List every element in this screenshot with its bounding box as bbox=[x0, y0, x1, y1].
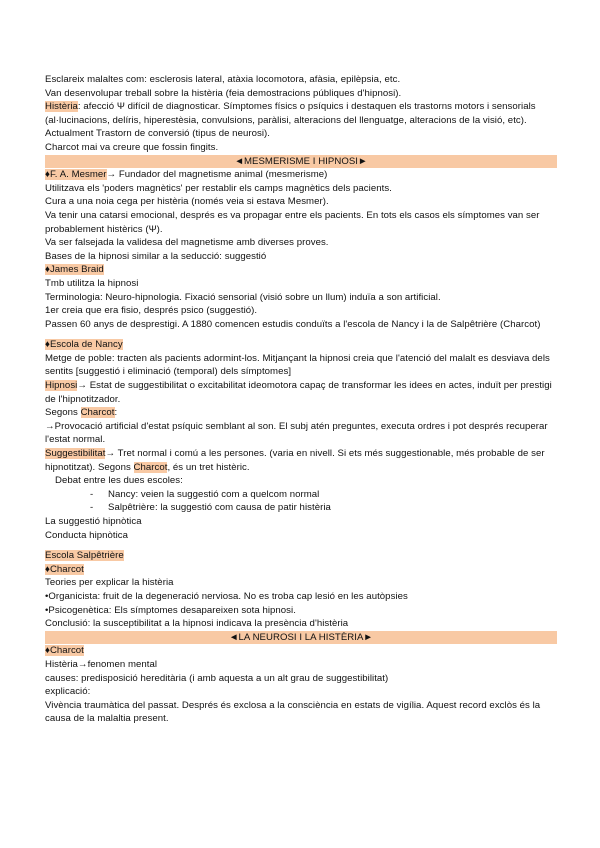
mesmer-name-highlight bbox=[45, 169, 107, 180]
document-page bbox=[45, 73, 557, 726]
salpetriere-line-2: •Organicista: fruit de la degeneració nerviosa. No es troba cap lesió en les autòpsies bbox=[45, 590, 408, 602]
nancy-line-1: Metge de poble: tracten als pacients adormint-los. Mitjançant la hipnosi creia que l'atenció del malalt es desviava dels sentits [suggestió i eliminació (temporal) dels símptomes] bbox=[45, 352, 550, 378]
dash-bullet-icon: - bbox=[90, 488, 94, 500]
spacer bbox=[45, 331, 557, 338]
neurosi-line-1: Histèria→fenomen mental bbox=[45, 658, 158, 670]
diamond-bullet-icon: ♦ bbox=[45, 169, 50, 181]
spacer bbox=[45, 542, 557, 549]
suggestibilitat-text-a: → Tret normal i comú a les persones. (varia en nivell. Si ets més suggestionable, més probable de ser hipnotitzat). Segons bbox=[45, 448, 545, 473]
segons-label: Segons bbox=[45, 407, 81, 419]
colon: : bbox=[114, 407, 118, 419]
suggestibilitat-text-b: , és un tret histèric. bbox=[167, 461, 250, 473]
mesmer-line-3: Va tenir una catarsi emocional, després es va propagar entre els pacients. En tots els casos els símptomes van ser probablement histèrics (Ψ). bbox=[45, 209, 540, 235]
hipnosi-term: Hipnosi bbox=[45, 380, 78, 392]
dash-bullet-icon: - bbox=[90, 502, 94, 514]
histeria-definition-text: : afecció Ψ difícil de diagnosticar. Símptomes físics o psíquics i destaquen els trastorns motors i sensorials (al·lucinacions, delíris, hiperestèsia, convulsions, paràlisi, alteracions del llenguatge, alteracions de la visió, etc). Actualment Trastorn de conversió (tipus de neurosi). bbox=[45, 101, 536, 140]
salpetriere-line-1: Teories per explicar la histèria bbox=[45, 577, 174, 589]
mesmer-summary: → Fundador del magnetisme animal (mesmerisme) bbox=[106, 169, 328, 181]
neurosi-charcot-heading: ♦Charcot bbox=[45, 645, 84, 657]
mesmer-name: F. A. Mesmer bbox=[49, 169, 107, 181]
histeria-definition bbox=[45, 100, 557, 141]
mesmer-line-1: Utilitzava els 'poders magnètics' per restablir els camps magnètics dels pacients. bbox=[45, 182, 392, 194]
salpetriere-charcot-heading: ♦Charcot bbox=[45, 563, 84, 575]
hipnosi-definition bbox=[45, 379, 557, 406]
intro-line-2: Van desenvolupar treball sobre la histèria (feia demostracions públiques d'hipnosi). bbox=[45, 87, 402, 99]
mesmer-heading bbox=[45, 168, 557, 182]
braid-line-3: 1er creia que era fisio, després psico (suggestió). bbox=[45, 305, 258, 317]
section-heading-mesmerisme: ◄MESMERISME I HIPNOSI► bbox=[45, 155, 557, 169]
debat-item-text: Nancy: veien la suggestió com a quelcom normal bbox=[108, 488, 320, 500]
debat-heading: Debat entre les dues escoles: bbox=[55, 475, 183, 487]
charcot-highlight-2: Charcot bbox=[133, 461, 168, 473]
salpetriere-line-4: Conclusió: la susceptibilitat a la hipnosi indicava la presència d'histèria bbox=[45, 618, 349, 630]
nancy-line-8: La suggestió hipnòtica bbox=[45, 516, 142, 527]
neurosi-line-3: explicació: bbox=[45, 686, 91, 698]
braid-line-1: Tmb utilitza la hipnosi bbox=[45, 277, 139, 289]
debat-item-nancy bbox=[45, 488, 557, 502]
section-heading-neurosi: ◄LA NEUROSI I LA HISTÈRIA► bbox=[45, 631, 557, 645]
salpetriere-heading: Escola Salpêtrière bbox=[45, 550, 124, 562]
braid-line-2: Terminologia: Neuro-hipnologia. Fixació sensorial (visió sobre un llum) induïa a son artificial. bbox=[45, 291, 441, 303]
nancy-line-9: Conducta hipnòtica bbox=[45, 529, 129, 541]
intro-line-4: Charcot mai va creure que fossin fingits. bbox=[45, 141, 219, 153]
histeria-term: Histèria bbox=[45, 101, 78, 113]
mesmer-line-5: Bases de la hipnosi similar a la seducció: suggestió bbox=[45, 250, 267, 262]
salpetriere-line-3: •Psicogenètica: Els símptomes desapareixen sota hipnosi. bbox=[45, 604, 296, 616]
braid-line-4: Passen 60 anys de desprestigi. A 1880 comencen estudis conduïts a l'escola de Nancy i la de Salpêtrière (Charcot) bbox=[45, 318, 541, 330]
debat-item-salpetriere bbox=[45, 501, 557, 515]
segons-charcot-line bbox=[45, 406, 557, 420]
neurosi-line-2: causes: predisposició hereditària (i amb aquesta a un alt grau de suggestibilitat) bbox=[45, 672, 389, 684]
braid-heading: ♦James Braid bbox=[45, 264, 104, 276]
nancy-heading: ♦Escola de Nancy bbox=[45, 339, 123, 351]
intro-line-1: Esclareix malaltes com: esclerosis lateral, atàxia locomotora, afàsia, epilèpsia, etc. bbox=[45, 74, 401, 85]
nancy-line-4: →Provocació artificial d'estat psíquic semblant al son. El subj atén preguntes, executa ordres i pot després recuperar l'estat normal. bbox=[45, 420, 548, 446]
hipnosi-definition-text: → Estat de suggestibilitat o excitabilitat ideomotora capaç de transformar les idees en actes, induït per prestigi de l'hipnotitzador. bbox=[45, 380, 552, 405]
mesmer-line-2: Cura a una noia cega per histèria (només veia si estava Mesmer). bbox=[45, 196, 329, 208]
mesmer-line-4: Va ser falsejada la validesa del magnetisme amb diverses proves. bbox=[45, 237, 329, 249]
neurosi-line-4: Vivència traumàtica del passat. Després és exclosa a la consciència en estats de vigília. Aquest record exclòs és la causa de la malaltia present. bbox=[45, 699, 541, 725]
suggestibilitat-definition bbox=[45, 447, 557, 474]
suggestibilitat-term: Suggestibilitat bbox=[45, 448, 106, 460]
debat-item-text: Salpêtrière: la suggestió com causa de patir histèria bbox=[108, 502, 331, 514]
charcot-highlight: Charcot bbox=[80, 407, 115, 419]
